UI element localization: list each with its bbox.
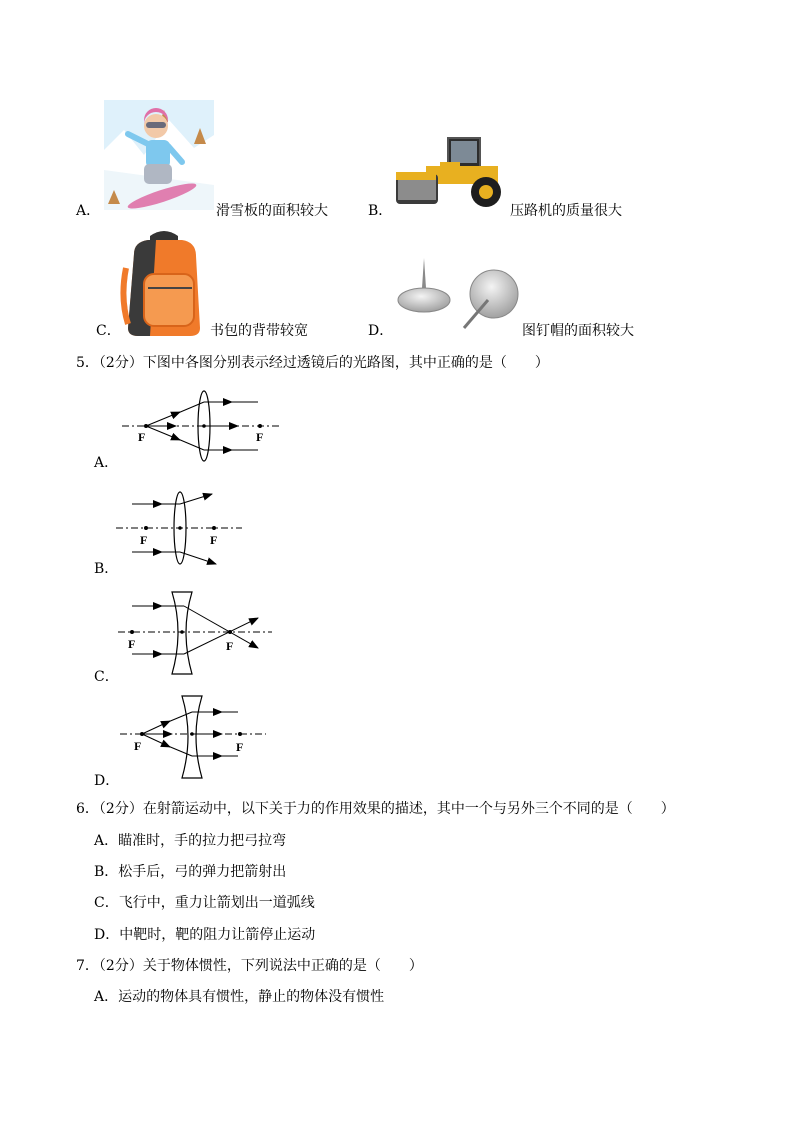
- q5-option-a-label: A．: [94, 455, 119, 471]
- focus-label: F: [210, 533, 218, 547]
- backpack-image: [120, 228, 208, 338]
- lens-diagram-a: [118, 384, 288, 464]
- q6-option-c: C．飞行中，重力让箭划出一道弧线: [94, 895, 315, 911]
- q6-option-d: D．中靶时，靶的阻力让箭停止运动: [94, 927, 316, 943]
- focus-label: F: [138, 430, 146, 444]
- focus-label: F: [134, 739, 142, 753]
- q7-option-a: A．运动的物体具有惯性，静止的物体没有惯性: [94, 989, 385, 1005]
- q4-option-b-letter: B．: [368, 203, 393, 219]
- lens-diagram-d: [116, 694, 270, 784]
- q4-option-b-caption: 压路机的质量很大: [510, 203, 622, 219]
- q5-option-c-label: C．: [94, 669, 119, 685]
- focus-label: F: [128, 637, 136, 651]
- q5-option-b-label: B．: [94, 561, 119, 577]
- concave-lens: [182, 696, 202, 778]
- thumbtack-image: [396, 256, 522, 330]
- focus-label: F: [236, 740, 244, 754]
- q4-option-a-letter: A．: [76, 203, 101, 219]
- q4-option-c-letter: C．: [96, 323, 121, 339]
- focus-label: F: [140, 533, 148, 547]
- q6-option-a: A．瞄准时，手的拉力把弓拉弯: [94, 833, 287, 849]
- q4-option-a-caption: 滑雪板的面积较大: [216, 203, 328, 219]
- q5-option-d-label: D．: [94, 773, 120, 789]
- road-roller-image: [396, 132, 508, 210]
- lens-diagram-b: [112, 488, 252, 570]
- q6-option-b: B．松手后，弓的弹力把箭射出: [94, 864, 287, 880]
- question-6-stem: 6．（2分）在射箭运动中，以下关于力的作用效果的描述，其中一个与另外三个不同的是（ ）: [76, 801, 675, 817]
- focus-label: F: [256, 430, 264, 444]
- q4-option-d-letter: D．: [368, 323, 394, 339]
- focus-label: F: [226, 639, 234, 653]
- snowboarder-image: [104, 100, 214, 210]
- question-7-stem: 7．（2分）关于物体惯性，下列说法中正确的是（ ）: [76, 958, 423, 974]
- question-5-stem: 5．（2分）下图中各图分别表示经过透镜后的光路图，其中正确的是（ ）: [76, 355, 549, 371]
- q4-option-d-caption: 图钉帽的面积较大: [522, 323, 634, 339]
- q4-option-c-caption: 书包的背带较宽: [210, 323, 308, 339]
- lens-diagram-c: [112, 588, 278, 678]
